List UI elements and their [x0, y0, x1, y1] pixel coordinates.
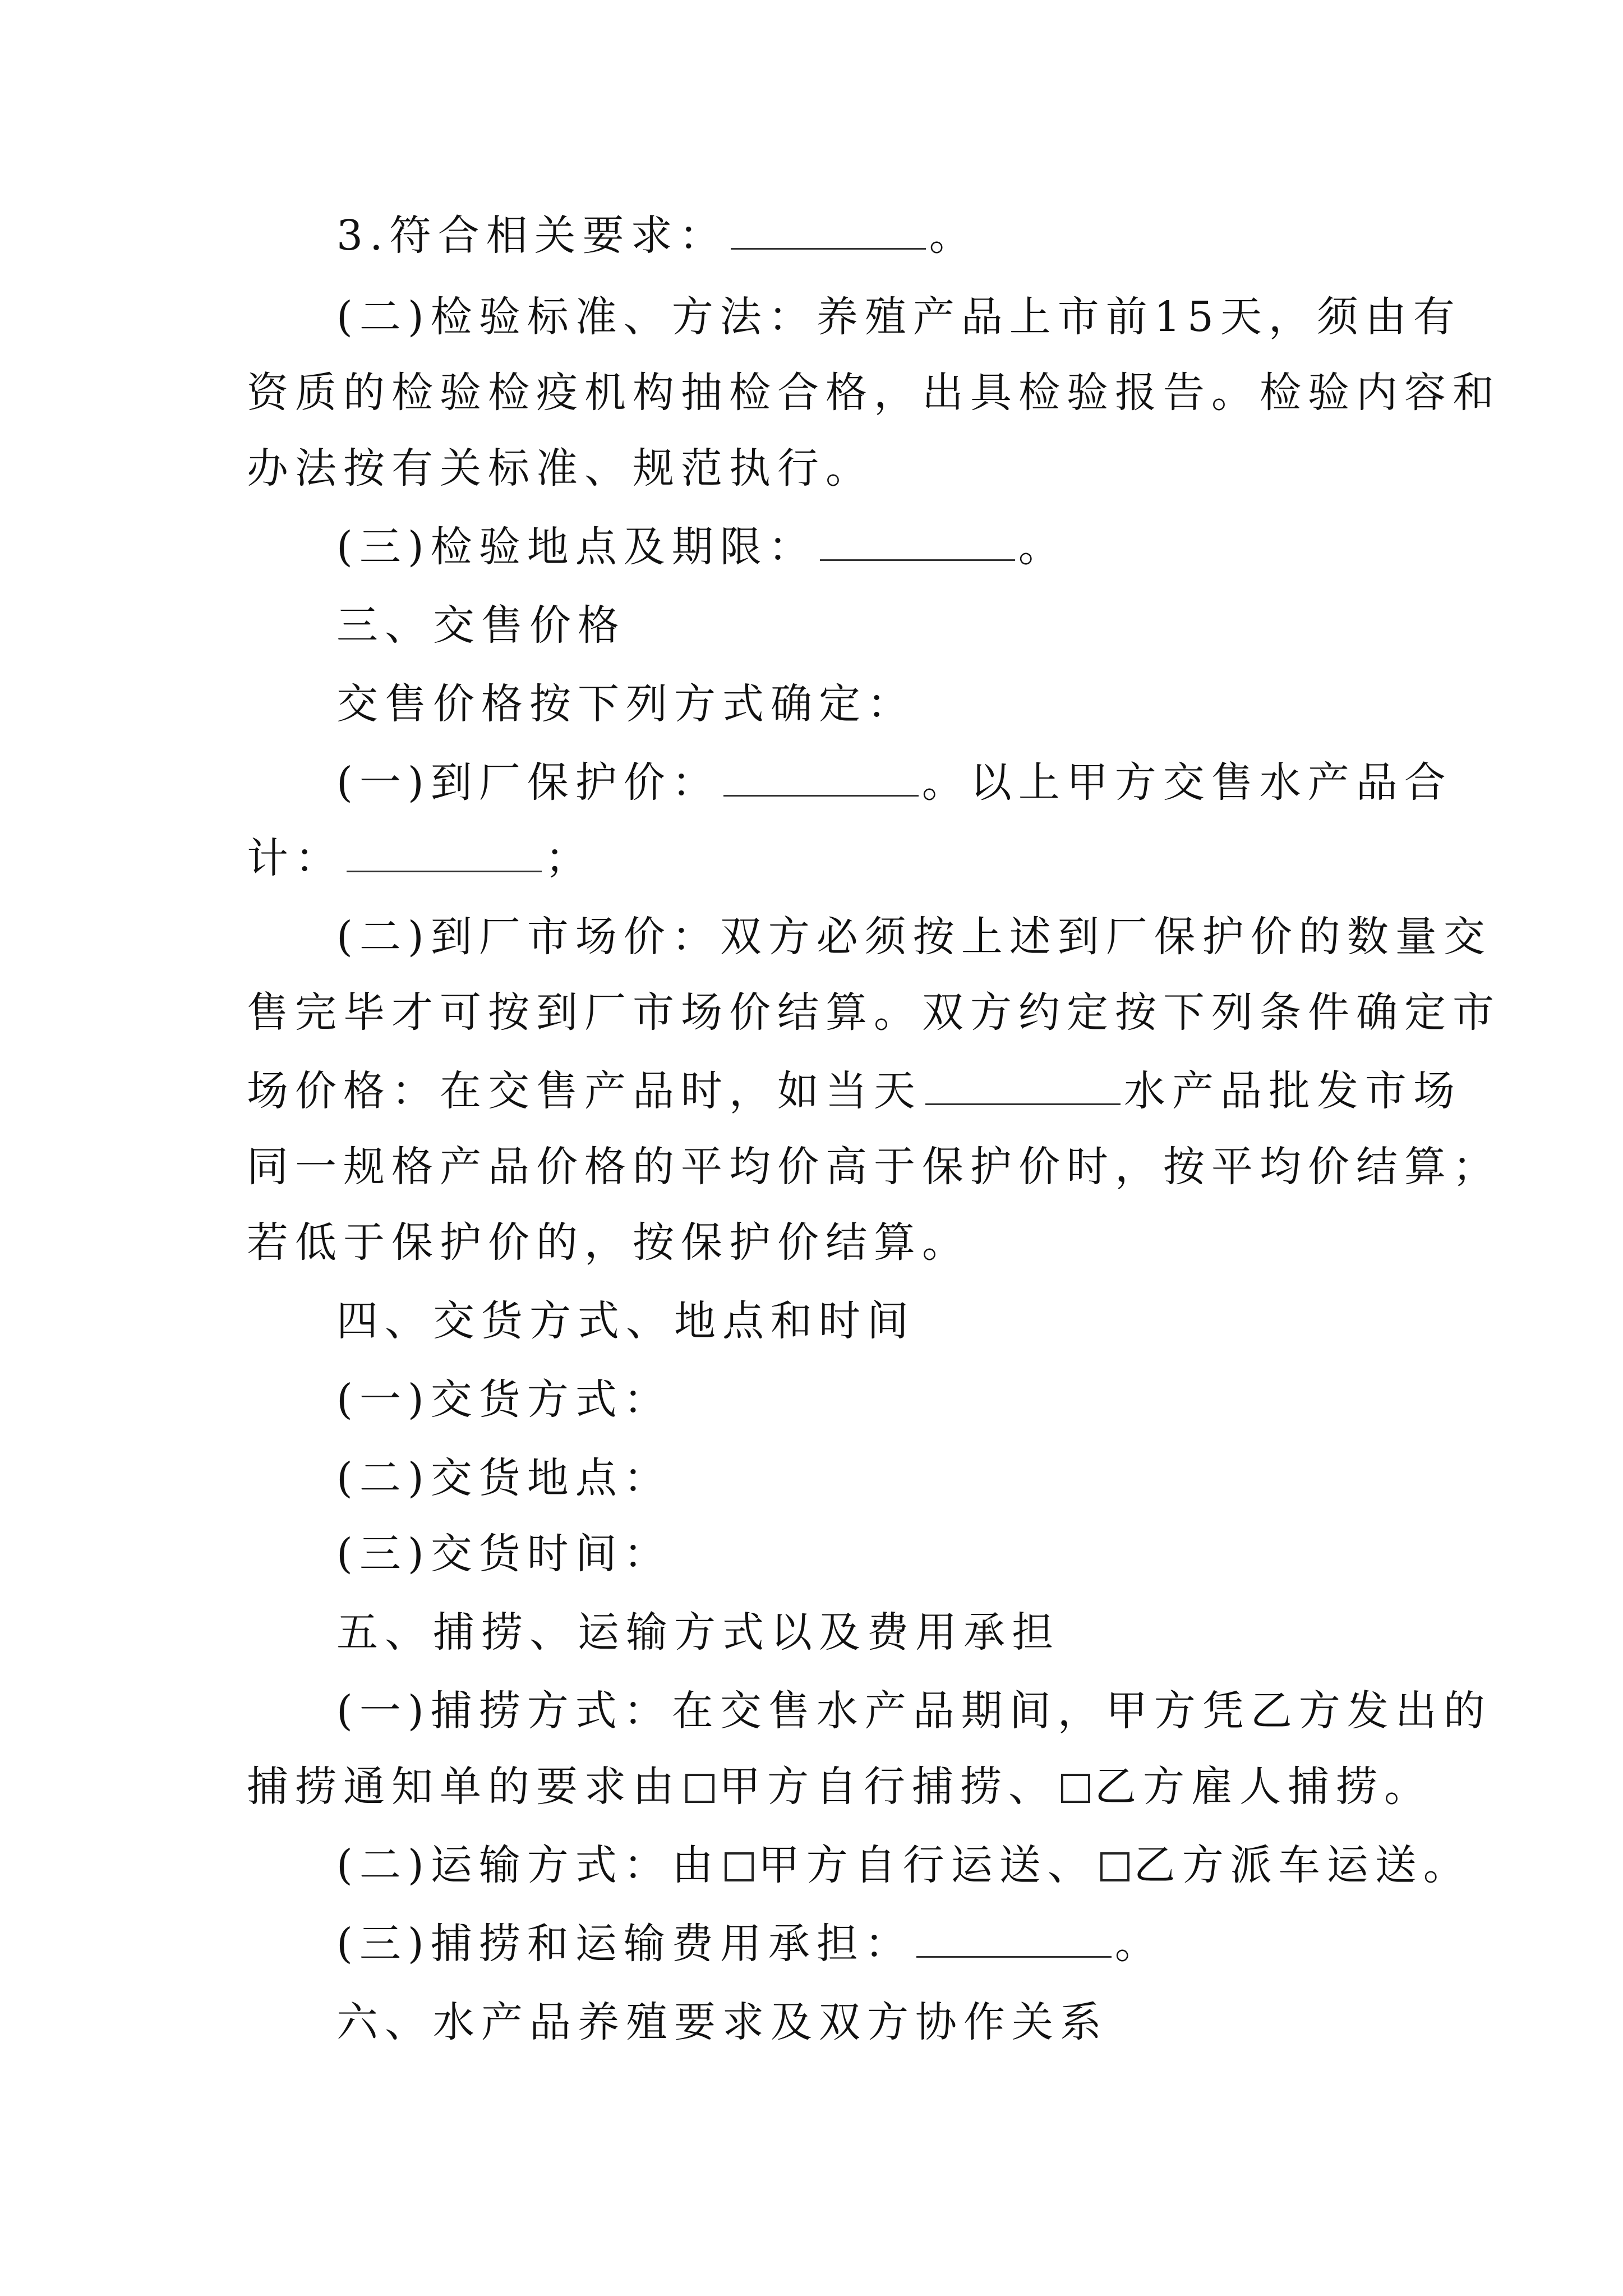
text: (一)捕捞方式：在交售水产品期间，甲方凭乙方发出的	[336, 1687, 1492, 1735]
text: (三)交货时间：	[336, 1530, 672, 1578]
text: 。	[1114, 1920, 1163, 1968]
text: (三)检验地点及期限：	[336, 523, 817, 571]
text: 。	[1018, 523, 1067, 571]
text: 同一规格产品价格的平均价高于保护价时，按平均价结算；	[247, 1143, 1501, 1191]
checkbox-party-a-fishing[interactable]	[685, 1774, 714, 1803]
text: ；	[545, 834, 593, 882]
text: 办法按有关标准、规范执行。	[247, 444, 874, 493]
text: 3.符合相关要求：	[336, 211, 727, 260]
clause-4-1	[336, 1369, 1382, 1430]
section-6-heading	[336, 1991, 1382, 2053]
text: 甲方自行捕捞、	[719, 1763, 1057, 1811]
text: 。	[929, 211, 978, 260]
clause-3-2-line-5	[247, 1212, 1382, 1273]
fill-blank[interactable]	[723, 766, 919, 797]
text: (二)交货地点：	[336, 1454, 672, 1502]
text: 场价格：在交售产品时，如当天	[247, 1067, 922, 1115]
text: 乙方雇人捕捞。	[1095, 1763, 1432, 1811]
clause-3-2-line-3	[247, 1060, 1461, 1122]
text: 水产品批发市场	[1124, 1067, 1461, 1115]
clause-3-2-line-2	[247, 982, 1501, 1043]
text: 。以上甲方交售水产品合	[921, 758, 1453, 807]
text: 若低于保护价的，按保护价结算。	[247, 1218, 970, 1267]
text: 甲方自行运送、	[758, 1841, 1096, 1889]
text: 计：	[247, 834, 343, 882]
clause-5-1-line-1	[336, 1680, 1492, 1742]
text: 三、交售价格	[336, 601, 626, 650]
text: 售完毕才可按到厂市场价结算。双方约定按下列条件确定市	[247, 988, 1501, 1037]
text: 乙方派车运送。	[1133, 1841, 1472, 1889]
fill-blank[interactable]	[925, 1074, 1121, 1105]
clause-2-2-line-1	[336, 286, 1461, 348]
fill-blank[interactable]	[820, 530, 1015, 561]
text: (一)到厂保护价：	[336, 758, 720, 807]
clause-2-3	[336, 516, 1382, 578]
clause-2-2-line-2	[247, 362, 1501, 424]
checkbox-party-b-transport[interactable]	[1100, 1852, 1129, 1881]
section-4-heading	[336, 1290, 1382, 1352]
fill-blank[interactable]	[916, 1927, 1112, 1958]
clause-4-2	[336, 1447, 1382, 1509]
fill-blank[interactable]	[347, 841, 542, 872]
text: 捕捞通知单的要求由	[247, 1763, 681, 1811]
clause-2-2-line-3	[247, 438, 1382, 499]
clause-3-2-line-4	[247, 1136, 1501, 1198]
section-3-heading	[336, 595, 1382, 656]
text: (一)交货方式：	[336, 1375, 672, 1424]
text: (三)捕捞和运输费用承担：	[336, 1920, 913, 1968]
text: (二)到厂市场价：双方必须按上述到厂保护价的数量交	[336, 913, 1492, 961]
text: 交售价格按下列方式确定：	[336, 680, 915, 728]
text: (二)检验标准、方法：养殖产品上市前15天，须由有	[336, 293, 1461, 341]
text: 资质的检验检疫机构抽检合格，出具检验报告。检验内容和	[247, 369, 1501, 417]
clause-4-3	[336, 1523, 1382, 1585]
fill-blank[interactable]	[731, 219, 926, 250]
clause-5-3	[336, 1913, 1382, 1975]
clause-2-item-3	[336, 205, 1382, 266]
text: 六、水产品养殖要求及双方协作关系	[336, 1998, 1108, 2046]
section-5-heading	[336, 1602, 1382, 1663]
section-3-intro	[336, 673, 1382, 735]
checkbox-party-b-fishing[interactable]	[1061, 1774, 1090, 1803]
text: 四、交货方式、地点和时间	[336, 1297, 915, 1345]
text: 五、捕捞、运输方式以及费用承担	[336, 1608, 1060, 1657]
clause-5-2	[336, 1834, 1472, 1896]
clause-3-1-line-1	[336, 752, 1453, 813]
clause-5-1-line-2	[247, 1756, 1432, 1818]
text: (二)运输方式：由	[336, 1841, 720, 1889]
clause-3-2-line-1	[336, 906, 1492, 968]
checkbox-party-a-transport[interactable]	[725, 1852, 754, 1881]
clause-3-1-line-2	[247, 827, 1382, 889]
